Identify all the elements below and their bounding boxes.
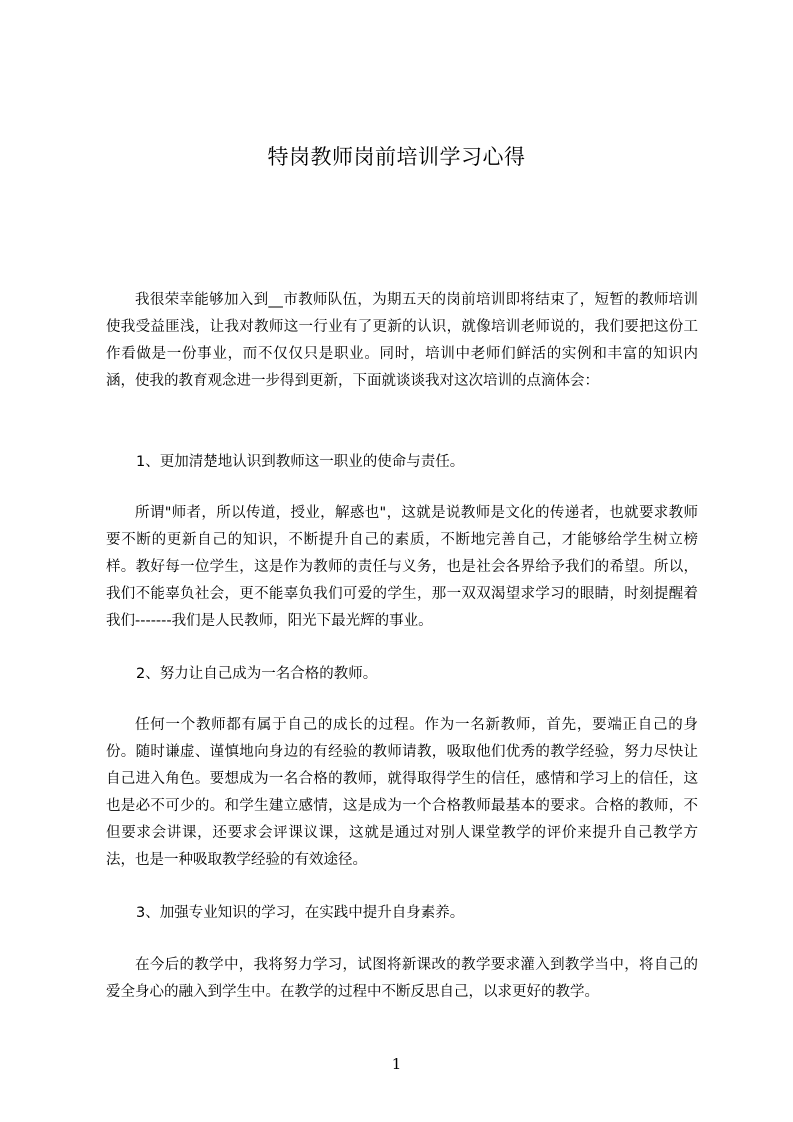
section-2-heading: 2、努力让自己成为一名合格的教师。: [136, 666, 378, 682]
page-number: 1: [391, 1055, 402, 1073]
section-3-body: 在今后的教学中，我将努力学习，试图将新课改的教学要求灌入到教学当中，将自己的爱全身心的融入到学生中。在教学的过程中不断反思自己，以求更好的教学。: [106, 957, 698, 1000]
section-3-heading: 3、加强专业知识的学习，在实践中提升自身素养。: [136, 905, 465, 921]
document-title: 特岗教师岗前培训学习心得: [267, 145, 526, 169]
section-1-heading: 1、更加清楚地认识到教师这一职业的使命与责任。: [136, 454, 465, 470]
section-2-body: 任何一个教师都有属于自己的成长的过程。作为一名新教师，首先，要端正自己的身份。随时谦虚、谨慎地向身边的有经验的教师请教，吸取他们优秀的教学经验，努力尽快让自己进入角色。要想成为一名合格的教师，就得取得学生的信任，感情和学习上的信任，这也是必不可少的。和学生建立感情，这是成为一个合格教师最基本的要求。合格的教师，不但要求会讲课，还要求会评课议课，这就是通过对别人课堂教学的评价来提升自己教学方法，也是一种吸取教学经验的有效途径。: [106, 717, 698, 868]
intro-paragraph: 我很荣幸能够加入到__市教师队伍，为期五天的岗前培训即将结束了，短暂的教师培训使我受益匪浅，让我对教师这一行业有了更新的认识，就像培训老师说的，我们要把这份工作看做是一份事业，而不仅仅只是职业。同时，培训中老师们鲜活的实例和丰富的知识内涵，使我的教育观念进一步得到更新，下面就谈谈我对这次培训的点滴体会：: [106, 292, 698, 389]
section-1-body: 所谓"师者，所以传道，授业，解惑也"，这就是说教师是文化的传递者，也就要求教师要不断的更新自己的知识，不断提升自己的素质，不断地完善自己，才能够给学生树立榜样。教好每一位学生，这是作为教师的责任与义务，也是社会各界给予我们的希望。所以，我们不能辜负社会，更不能辜负我们可爱的学生，那一双双渴望求学习的眼睛，时刻提醒着我们-------我们是人民教师，阳光下最光辉的事业。: [106, 505, 698, 629]
